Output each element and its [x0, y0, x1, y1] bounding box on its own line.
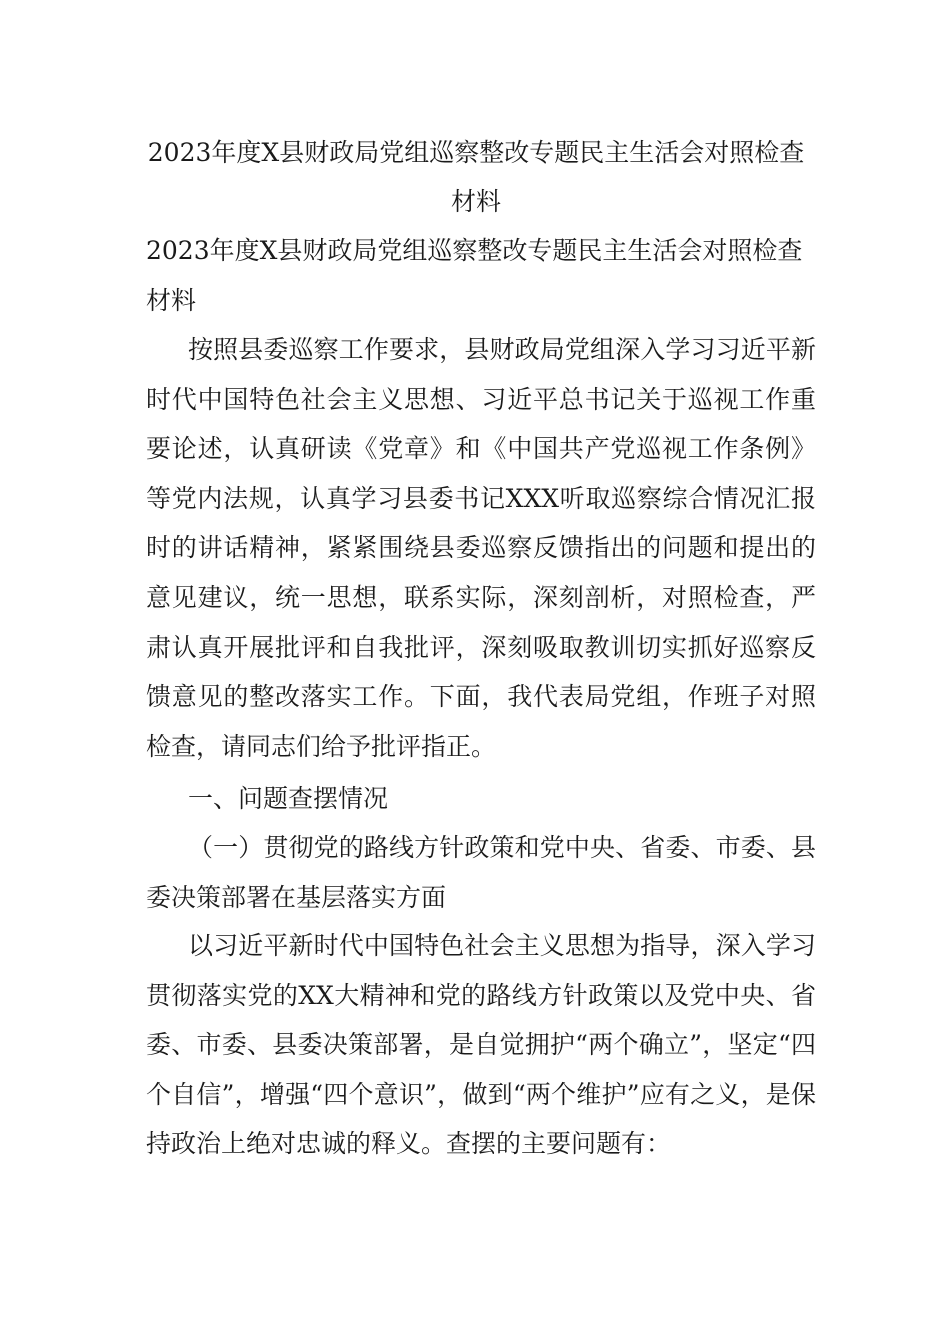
document-title-repeat: 2023年度X县财政局党组巡察整改专题民主生活会对照检查材料 [146, 236, 803, 315]
paragraph-body: 以习近平新时代中国特色社会主义思想为指导，深入学习贯彻落实党的XX大精神和党的路线方针政策以及党中央、省委、市委、县委决策部署，是自觉拥护“两个确立”，坚定“四个自信”，增强“四个意识”，做到“两个维护”应有之义，是保持政治上绝对忠诚的释义。查摆的主要问题有： [146, 931, 816, 1159]
paragraph-intro: 按照县委巡察工作要求，县财政局党组深入学习习近平新时代中国特色社会主义思想、习近平总书记关于巡视工作重要论述，认真研读《党章》和《中国共产党巡视工作条例》等党内法规，认真学习县委书记XXX听取巡察综合情况汇报时的讲话精神，紧紧围绕县委巡察反馈指出的问题和提出的意见建议，统一思想，联系实际，深刻剖析，对照检查，严肃认真开展批评和自我批评，深刻吸取教训切实抓好巡察反馈意见的整改落实工作。下面，我代表局党组，作班子对照检查，请同志们给予批评指正。 [146, 335, 816, 761]
subsection-heading: （一）贯彻党的路线方针政策和党中央、省委、市委、县委决策部署在基层落实方面 [146, 833, 816, 912]
document-title: 2023年度X县财政局党组巡察整改专题民主生活会对照检查材料 [147, 138, 805, 216]
section-heading: 一、问题查摆情况 [188, 784, 389, 813]
